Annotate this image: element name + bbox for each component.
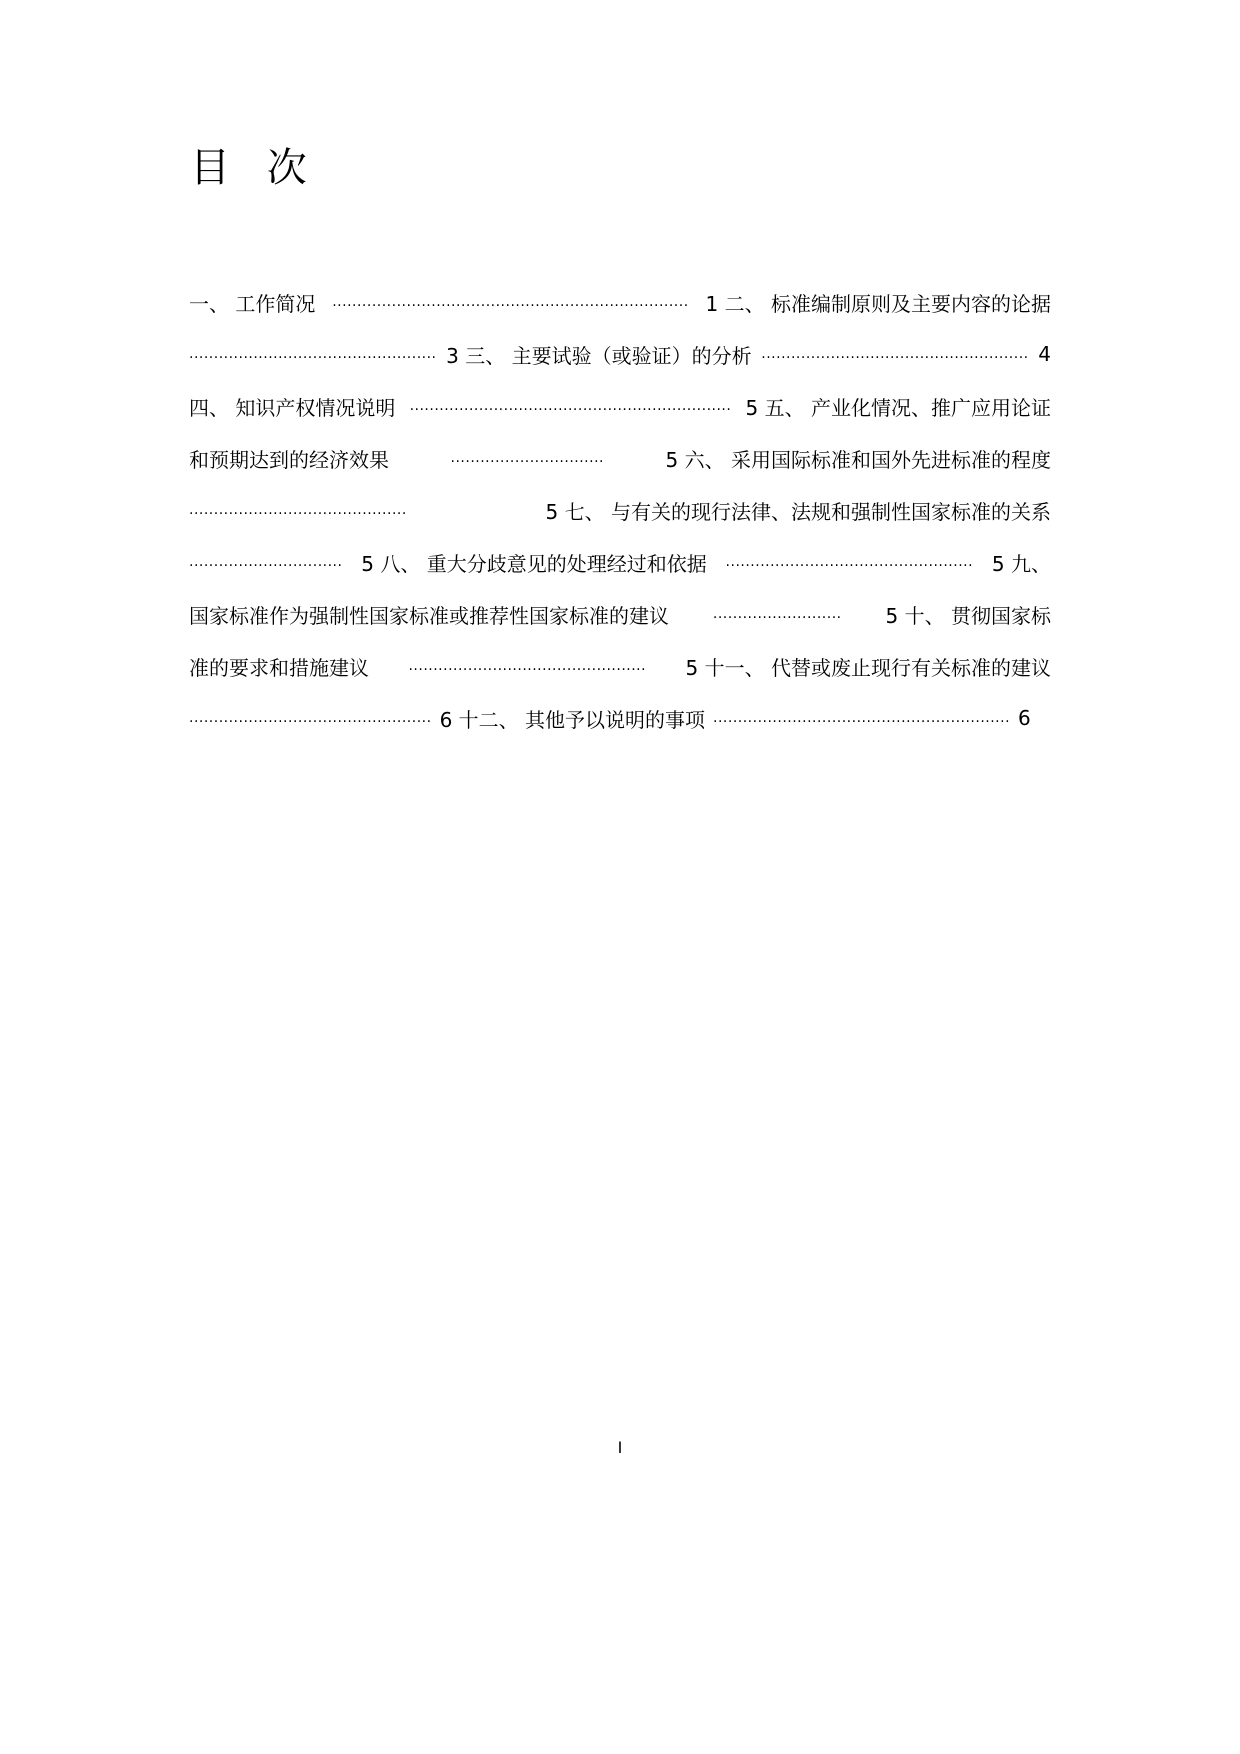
toc-entry-text[interactable]: 5 十一、 代替或废止现行有关标准的建议 — [685, 655, 1051, 680]
toc-leader-dots: ................................................................. — [409, 398, 732, 414]
toc-leader-dots: .................................................. — [725, 554, 974, 570]
toc-page-number: 4 — [1038, 342, 1051, 366]
toc-entry-text[interactable]: 国家标准作为强制性国家标准或推荐性国家标准的建议 — [189, 603, 669, 628]
toc-line — [189, 276, 1051, 328]
toc-entry-text[interactable]: 3 三、 主要试验（或验证）的分析 — [446, 343, 752, 368]
toc-line — [189, 432, 1051, 484]
toc-entry-text[interactable]: 一、 工作简况 — [189, 291, 316, 316]
toc-line — [189, 640, 1051, 692]
toc-leader-dots: ................................................. — [189, 710, 432, 726]
toc-entry-text[interactable]: 四、 知识产权情况说明 — [189, 395, 396, 420]
toc-leader-dots: .................................................. — [189, 346, 437, 362]
toc-entry-text[interactable]: 5 七、 与有关的现行法律、法规和强制性国家标准的关系 — [545, 499, 1051, 524]
toc-page-number: 6 — [1018, 706, 1031, 730]
toc-line — [189, 588, 1051, 640]
page-number: I — [617, 1438, 623, 1457]
toc-line — [189, 692, 1051, 744]
toc-line — [189, 536, 1051, 588]
toc-line — [189, 380, 1051, 432]
toc-leader-dots: ............................... — [189, 554, 343, 570]
toc-leader-dots: ........................................................................ — [332, 294, 689, 310]
table-of-contents — [189, 276, 1051, 744]
toc-leader-dots: .......................... — [712, 606, 842, 622]
page-title: 目 次 — [190, 145, 319, 191]
toc-entry-text[interactable]: 5 五、 产业化情况、推广应用论证 — [745, 395, 1051, 420]
toc-entry-text[interactable]: 和预期达到的经济效果 — [189, 447, 389, 472]
toc-leader-dots: ...................................................... — [761, 346, 1029, 362]
toc-entry-text[interactable]: 1 二、 标准编制原则及主要内容的论据 — [705, 291, 1051, 316]
toc-entry-text[interactable]: 6 十二、 其他予以说明的事项 — [439, 707, 706, 732]
toc-line — [189, 484, 1051, 536]
toc-leader-dots: ................................................ — [408, 658, 647, 674]
toc-entry-text[interactable]: 5 十、 贯彻国家标 — [885, 603, 1051, 628]
toc-entry-text[interactable]: 5 八、 重大分歧意见的处理经过和依据 — [361, 551, 707, 576]
toc-entry-text[interactable]: 5 九、 — [991, 551, 1051, 576]
toc-leader-dots: ............................................ — [189, 502, 407, 518]
toc-leader-dots: ............................................................ — [713, 710, 1011, 726]
toc-line — [189, 328, 1051, 380]
toc-entry-text[interactable]: 5 六、 采用国际标准和国外先进标准的程度 — [665, 447, 1051, 472]
toc-leader-dots: ............................... — [450, 450, 604, 466]
toc-entry-text[interactable]: 准的要求和措施建议 — [189, 655, 369, 680]
